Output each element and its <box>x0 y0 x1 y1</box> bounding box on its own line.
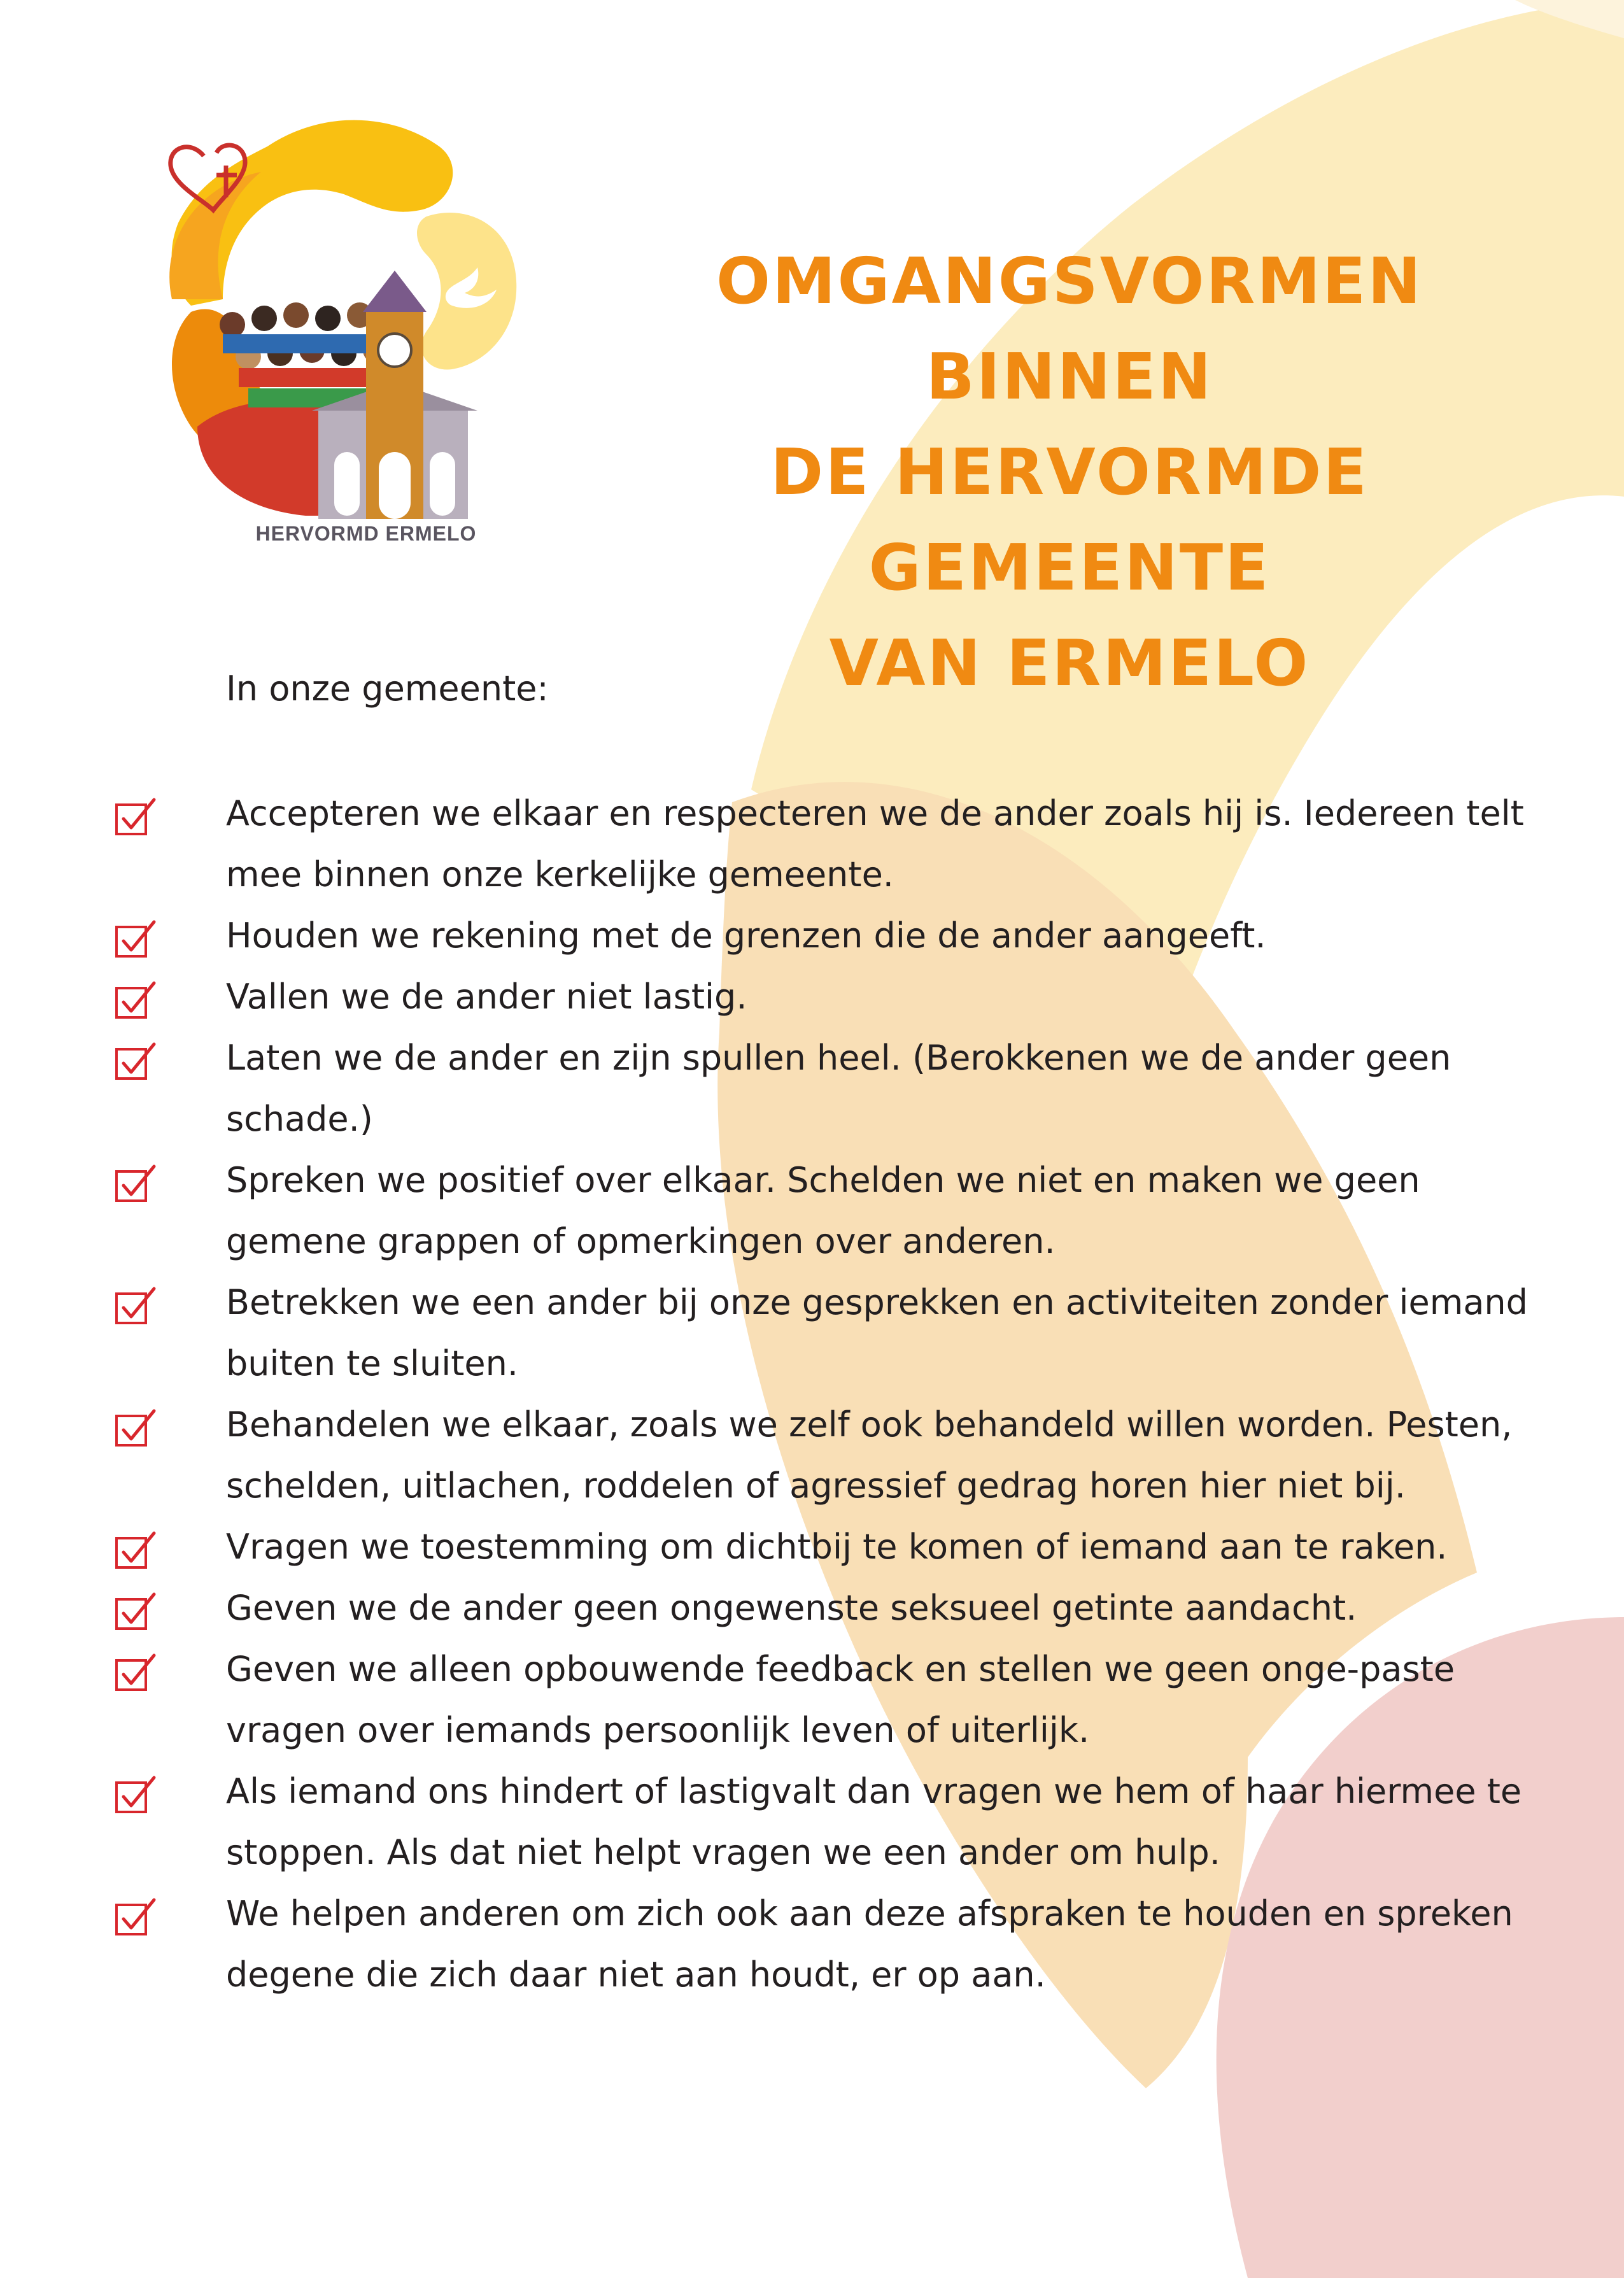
checkbox-check-icon <box>115 1761 226 1883</box>
list-item <box>115 1883 1528 2006</box>
checkbox-check-icon <box>115 966 226 1028</box>
page-title <box>573 234 1566 711</box>
list-item-text: We helpen anderen om zich ook aan deze afspraken te houden en spreken degene die zich daar niet aan houdt, er op aan. <box>226 1893 1513 1995</box>
checkbox-check-icon <box>115 1639 226 1761</box>
list-item <box>115 966 1528 1028</box>
checkbox-check-icon <box>115 1883 226 2006</box>
checkbox-check-icon <box>115 1272 226 1394</box>
checkbox-check-icon <box>115 1517 226 1578</box>
list-item-text: Spreken we positief over elkaar. Schelden we niet en maken we geen gemene grappen of opmerkingen over anderen. <box>226 1160 1420 1261</box>
list-item <box>115 905 1528 966</box>
checkbox-check-icon <box>115 905 226 966</box>
list-item-text: Vragen we toestemming om dichtbij te komen of iemand aan te raken. <box>226 1527 1448 1567</box>
list-item-text: Betrekken we een ander bij onze gesprekken en activiteiten zonder iemand buiten te sluiten. <box>226 1282 1528 1383</box>
list-item-text: Geven we de ander geen ongewenste seksueel getinte aandacht. <box>226 1588 1357 1628</box>
intro-text: In onze gemeente: <box>226 669 549 709</box>
list-item-text: Vallen we de ander niet lastig. <box>226 977 747 1017</box>
list-item-text: Laten we de ander en zijn spullen heel. (Berokkenen we de ander geen schade.) <box>226 1038 1451 1139</box>
checkbox-check-icon <box>115 1150 226 1272</box>
list-item <box>115 1517 1528 1578</box>
list-item <box>115 1578 1528 1639</box>
list-item <box>115 1761 1528 1883</box>
title-line: VAN ERMELO <box>829 626 1310 700</box>
list-item <box>115 1639 1528 1761</box>
list-item <box>115 1150 1528 1272</box>
title-line: OMGANGSVORMEN BINNEN <box>716 244 1423 414</box>
rules-list <box>115 783 1528 2006</box>
checkbox-check-icon <box>115 1028 226 1150</box>
checkbox-check-icon <box>115 1578 226 1639</box>
list-item-text: Geven we alleen opbouwende feedback en stellen we geen onge-paste vragen over iemands persoonlijk leven of uiterlijk. <box>226 1649 1455 1750</box>
church-logo <box>95 96 528 554</box>
logo-caption: HERVORMD ERMELO <box>255 522 477 545</box>
list-item-text: Houden we rekening met de grenzen die de ander aangeeft. <box>226 916 1266 956</box>
list-item-text: Als iemand ons hindert of lastigvalt dan vragen we hem of haar hiermee te stoppen. Als dat niet helpt vragen we een ander om hulp. <box>226 1771 1522 1872</box>
list-item-text: Accepteren we elkaar en respecteren we de ander zoals hij is. Iedereen telt mee binnen onze kerkelijke gemeente. <box>226 793 1524 895</box>
list-item <box>115 783 1528 905</box>
list-item <box>115 1028 1528 1150</box>
list-item <box>115 1394 1528 1517</box>
list-item <box>115 1272 1528 1394</box>
list-item-text: Behandelen we elkaar, zoals we zelf ook behandeld willen worden. Pesten, schelden, uitlachen, roddelen of agressief gedrag horen hier niet bij. <box>226 1404 1513 1506</box>
checkbox-check-icon <box>115 1394 226 1517</box>
title-line: DE HERVORMDE GEMEENTE <box>770 435 1369 605</box>
checkbox-check-icon <box>115 783 226 905</box>
